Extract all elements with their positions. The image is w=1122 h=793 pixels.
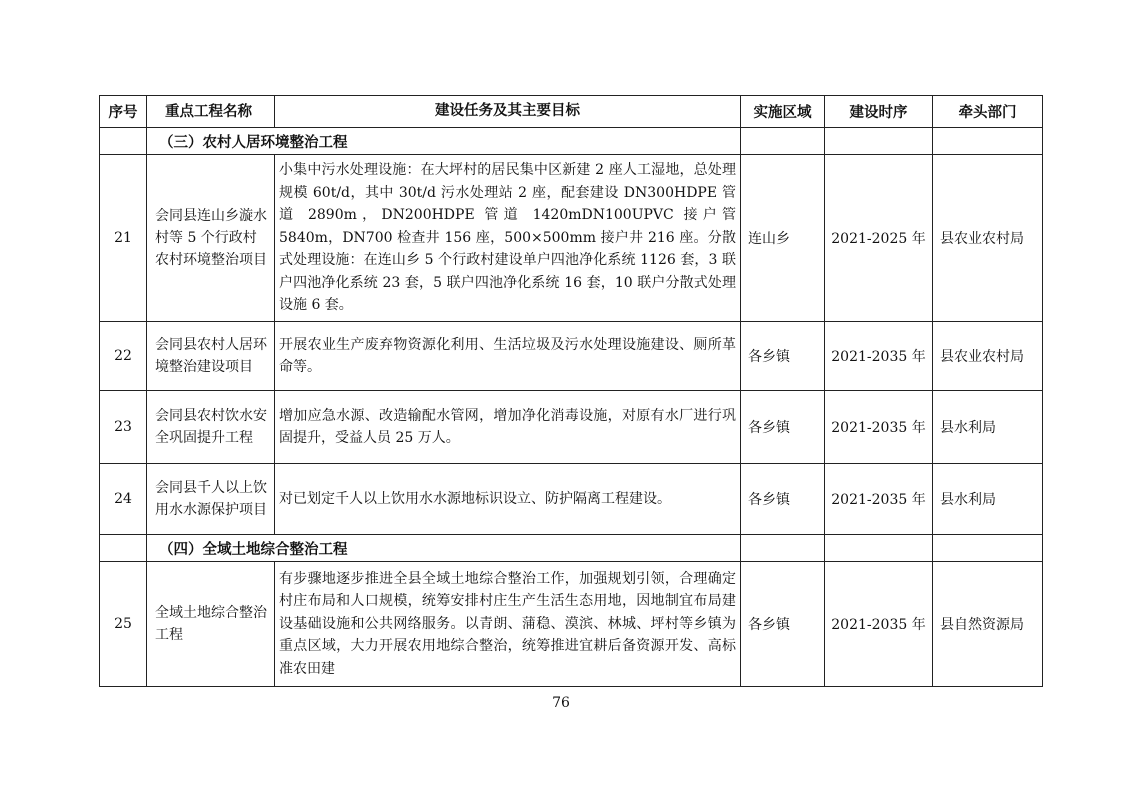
section-blank-cell (741, 535, 825, 562)
row-project-name: 会同县农村饮水安全巩固提升工程 (147, 391, 275, 464)
table-row (100, 391, 1043, 464)
row-dept: 县水利局 (933, 464, 1043, 535)
header-no: 序号 (100, 96, 147, 128)
row-time: 2021-2035 年 (825, 391, 933, 464)
section-row (100, 128, 1043, 155)
row-project-name: 会同县千人以上饮用水水源保护项目 (147, 464, 275, 535)
row-time: 2021-2035 年 (825, 464, 933, 535)
table-row (100, 155, 1043, 322)
table-header-row (100, 96, 1043, 128)
row-dept: 县农业农村局 (933, 322, 1043, 391)
section-blank-cell (825, 128, 933, 155)
section-blank-cell (741, 128, 825, 155)
section-blank-cell (100, 128, 147, 155)
row-area: 各乡镇 (741, 562, 825, 687)
row-time: 2021-2025 年 (825, 155, 933, 322)
header-area: 实施区域 (741, 96, 825, 128)
row-no: 24 (100, 464, 147, 535)
table-row (100, 464, 1043, 535)
row-no: 21 (100, 155, 147, 322)
row-task: 开展农业生产废弃物资源化利用、生活垃圾及污水处理设施建设、厕所革命等。 (275, 322, 741, 391)
row-time: 2021-2035 年 (825, 322, 933, 391)
row-time: 2021-2035 年 (825, 562, 933, 687)
section-blank-cell (100, 535, 147, 562)
row-dept: 县水利局 (933, 391, 1043, 464)
section-row (100, 535, 1043, 562)
table-row (100, 562, 1043, 687)
header-task: 建设任务及其主要目标 (275, 96, 741, 128)
row-task: 增加应急水源、改造输配水管网，增加净化消毒设施，对原有水厂进行巩固提升，受益人员 25 万人。 (275, 391, 741, 464)
row-no: 25 (100, 562, 147, 687)
section-blank-cell (933, 128, 1043, 155)
row-task: 对已划定千人以上饮用水水源地标识设立、防护隔离工程建设。 (275, 464, 741, 535)
section-blank-cell (933, 535, 1043, 562)
row-area: 各乡镇 (741, 391, 825, 464)
row-no: 22 (100, 322, 147, 391)
row-dept: 县自然资源局 (933, 562, 1043, 687)
header-time: 建设时序 (825, 96, 933, 128)
row-project-name: 全域土地综合整治工程 (147, 562, 275, 687)
row-task: 小集中污水处理设施：在大坪村的居民集中区新建 2 座人工湿地，总处理规模 60t/d，其中 30t/d 污水处理站 2 座，配套建设 DN300HDPE 管道 2890m，DN200HDPE 管道 1420mDN100UPVC 接户管 5840m，DN700 检查井 156 座，500×500mm 接户井 216 座。分散式处理设施：在连山乡 5 个行政村建设单户四池净化系统 1126 套，3 联户四池净化系统 23 套，5 联户四池净化系统 16 套，10 联户分散式处理设施 6 套。 (275, 155, 741, 322)
page-number: 76 (552, 695, 570, 711)
row-task: 有步骤地逐步推进全县全域土地综合整治工作，加强规划引领，合理确定村庄布局和人口规模，统筹安排村庄生产生活生态用地，因地制宜布局建设基础设施和公共网络服务。以青朗、蒲稳、漠滨、林城、坪村等乡镇为重点区域，大力开展农用地综合整治，统筹推进宜耕后备资源开发、高标准农田建 (275, 562, 741, 687)
table-row (100, 322, 1043, 391)
row-no: 23 (100, 391, 147, 464)
section-title: （三）农村人居环境整治工程 (147, 128, 741, 155)
row-area: 各乡镇 (741, 322, 825, 391)
section-title: （四）全域土地综合整治工程 (147, 535, 741, 562)
row-project-name: 会同县连山乡漩水村等 5 个行政村农村环境整治项目 (147, 155, 275, 322)
section-blank-cell (825, 535, 933, 562)
row-project-name: 会同县农村人居环境整治建设项目 (147, 322, 275, 391)
project-table (99, 95, 1043, 687)
header-dept: 牵头部门 (933, 96, 1043, 128)
header-project-name: 重点工程名称 (147, 96, 275, 128)
row-area: 连山乡 (741, 155, 825, 322)
row-area: 各乡镇 (741, 464, 825, 535)
row-dept: 县农业农村局 (933, 155, 1043, 322)
